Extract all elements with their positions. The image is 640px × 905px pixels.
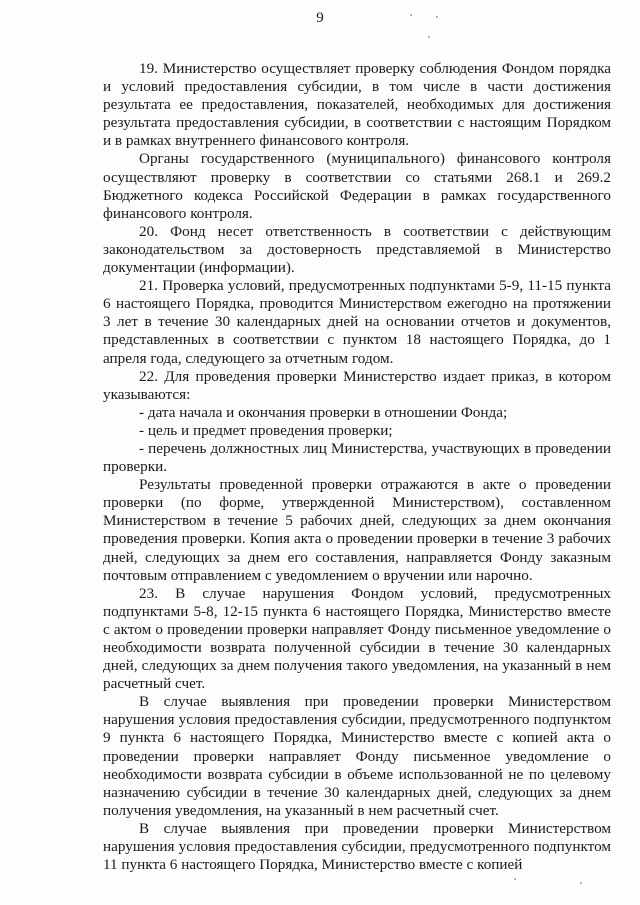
list-item-dates: - дата начала и окончания проверки в отношении Фонда; [139,403,508,421]
paragraph-19: 19. Министерство осуществляет проверку соблюдения Фондом порядка и условий предоставления субсидии, в том числе в части достижения результата ее предоставления, показателей, необходимых для достижения результата предоставления субсидии, в соответствии с настоящим Порядком и в рамках внутреннего финансового контроля. [103,60,611,150]
page-number: 9 [316,10,324,26]
scan-artifact [580,882,582,884]
scan-artifact [514,878,516,880]
list-item-purpose: - цель и предмет проведения проверки; [139,421,393,439]
document-body [103,60,611,874]
paragraph-21: 21. Проверка условий, предусмотренных подпунктами 5-9, 11-15 пункта 6 настоящего Порядка, проводится Министерством ежегодно на протяжении 3 лет в течение 30 календарных дней на основании отчетов и документов, представленных в соответствии с пунктом 18 настоящего Порядка, до 1 апреля года, следующего за отчетным годом. [103,277,611,367]
scan-artifact [428,36,430,38]
list-item-officials: - перечень должностных лиц Министерства, участвующих в проведении проверки. [103,439,611,476]
scan-artifact [410,14,412,16]
paragraph-violation-9: В случае выявления при проведении проверки Министерством нарушения условия предоставления субсидии, предусмотренного подпунктом 9 пункта 6 настоящего Порядка, Министерство вместе с копией акта о проведении проверки направляет Фонду письменное уведомление о необходимости возврата субсидии в объеме использованной не по целевому назначению субсидии в течение 30 календарных дней, следующих за днем получения уведомления, на указанный в нем расчетный счет. [103,693,611,819]
paragraph-control-bodies: Органы государственного (муниципального) финансового контроля осуществляют проверку в соответствии со статьями 268.1 и 269.2 Бюджетного кодекса Российской Федерации в рамках государственного финансового контроля. [103,150,611,222]
paragraph-20: 20. Фонд несет ответственность в соответствии с действующим законодательством за достоверность представляемой в Министерство документации (информации). [103,222,611,277]
paragraph-results: Результаты проведенной проверки отражаются в акте о проведении проверки (по форме, утвержденной Министерством), составленном Министерством в течение 5 рабочих дней, следующих за днем окончания проведения проверки. Копия акта о проведении проверки в течение 3 рабочих дней, следующих за днем его составления, направляется Фонду заказным почтовым отправлением с уведомлением о вручении или нарочно. [103,476,611,584]
paragraph-23: 23. В случае нарушения Фондом условий, предусмотренных подпунктами 5-8, 12-15 пункта 6 настоящего Порядка, Министерство вместе с актом о проведении проверки направляет Фонду письменное уведомление о необходимости возврата полученной субсидии в течение 30 календарных дней, следующих за днем получения такого уведомления, на указанный в нем расчетный счет. [103,584,611,693]
scan-artifact [436,16,438,18]
paragraph-violation-11: В случае выявления при проведении проверки Министерством нарушения условия предоставления субсидии, предусмотренного подпунктом 11 пункта 6 настоящего Порядка, Министерство вместе с копией [103,819,611,874]
paragraph-22: 22. Для проведения проверки Министерство издает приказ, в котором указываются: [103,367,611,403]
